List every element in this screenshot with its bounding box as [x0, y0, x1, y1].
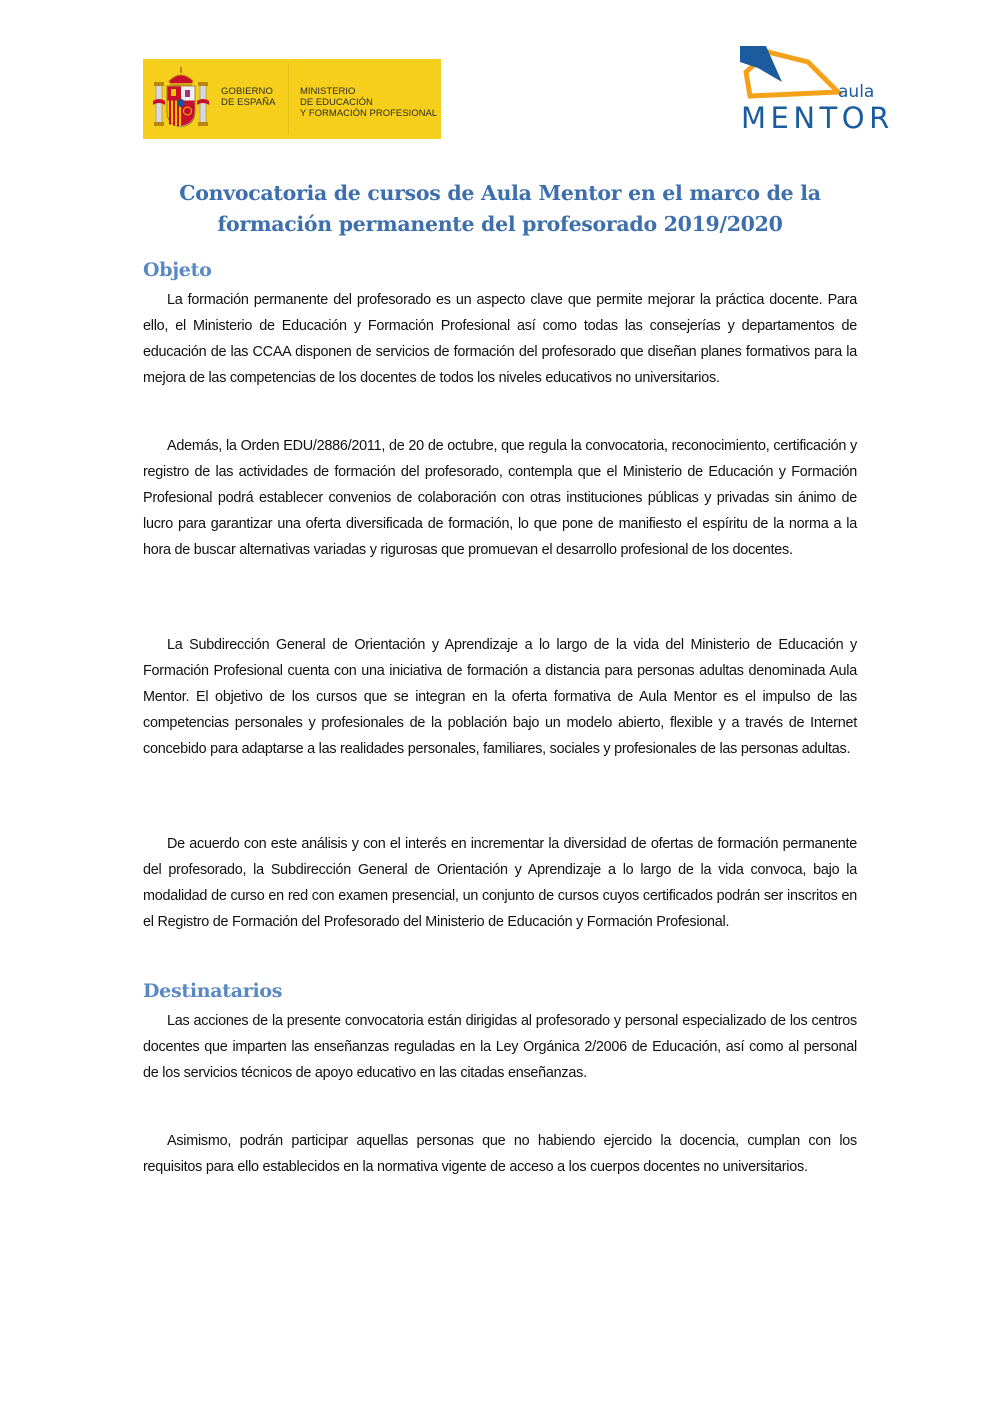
gov-line-2: DE ESPAÑA [221, 97, 276, 108]
section-heading-destinatarios: Destinatarios [143, 980, 283, 1002]
destinatarios-paragraph-1: Las acciones de la presente convocatoria están dirigidas al profesorado y personal especializado de los centros docentes que imparten las enseñanzas reguladas en la Ley Orgánica 2/2006 de Educación, así como al personal de los servicios técnicos de apoyo educativo en las citadas enseñanzas. [143, 1013, 857, 1081]
aula-mentor-logo [738, 42, 894, 138]
title-line-1: Convocatoria de cursos de Aula Mentor en el marco de la [179, 181, 821, 205]
mentor-text: MENTOR [741, 101, 894, 135]
logo-divider [288, 63, 289, 135]
gobierno-text [221, 86, 276, 108]
ministry-line-1: MINISTERIO [300, 86, 356, 97]
ministry-line-2: DE EDUCACIÓN [300, 97, 373, 108]
gobierno-de-espana-logo [143, 59, 441, 139]
ministry-line-3: Y FORMACIÓN PROFESIONAL [300, 108, 438, 119]
coat-of-arms-icon [153, 67, 209, 131]
ministerio-text [300, 86, 437, 119]
document-title [140, 178, 860, 240]
destinatarios-paragraph-2: Asimismo, podrán participar aquellas personas que no habiendo ejercido la docencia, cumplan con los requisitos para ello establecidos en la normativa vigente de acceso a los cuerpos docentes no universitarios. [143, 1133, 857, 1175]
objeto-paragraph-1: La formación permanente del profesorado es un aspecto clave que permite mejorar la práctica docente. Para ello, el Ministerio de Educación y Formación Profesional así como todas las consejerías y departamentos de educación de las CCAA disponen de servicios de formación del profesorado que diseñan planes formativos para la mejora de las competencias de los docentes de todos los niveles educativos no universitarios. [143, 292, 857, 386]
title-line-2: formación permanente del profesorado 2019/2020 [217, 212, 783, 236]
objeto-paragraph-4: De acuerdo con este análisis y con el interés en incrementar la diversidad de ofertas de formación permanente del profesorado, la Subdirección General de Orientación y Aprendizaje a lo largo de la vida convoca, bajo la modalidad de curso en red con examen presencial, un conjunto de cursos cuyos certificados podrán ser inscritos en el Registro de Formación del Profesorado del Ministerio de Educación y Formación Profesional. [143, 836, 857, 930]
gov-line-1: GOBIERNO [221, 86, 274, 97]
objeto-paragraph-2: Además, la Orden EDU/2886/2011, de 20 de octubre, que regula la convocatoria, reconocimiento, certificación y registro de las actividades de formación del profesorado, contempla que el Ministerio de Educación y Formación Profesional podrá establecer convenios de colaboración con otras instituciones públicas y privadas sin ánimo de lucro para garantizar una oferta diversificada de formación, lo que pone de manifiesto el espíritu de la norma a la hora de buscar alternativas variadas y rigurosas que promuevan el desarrollo profesional de los docentes. [143, 438, 857, 558]
aula-text: aula [838, 82, 875, 102]
objeto-paragraph-3: La Subdirección General de Orientación y Aprendizaje a lo largo de la vida del Ministerio de Educación y Formación Profesional cuenta con una iniciativa de formación a distancia para personas adultas denominada Aula Mentor. El objetivo de los cursos que se integran en la oferta formativa de Aula Mentor es el impulso de las competencias personales y profesionales de la población bajo un modelo abierto, flexible y a través de Internet concebido para adaptarse a las realidades personales, familiares, sociales y profesionales de las personas adultas. [143, 637, 857, 757]
section-heading-objeto: Objeto [143, 259, 212, 281]
